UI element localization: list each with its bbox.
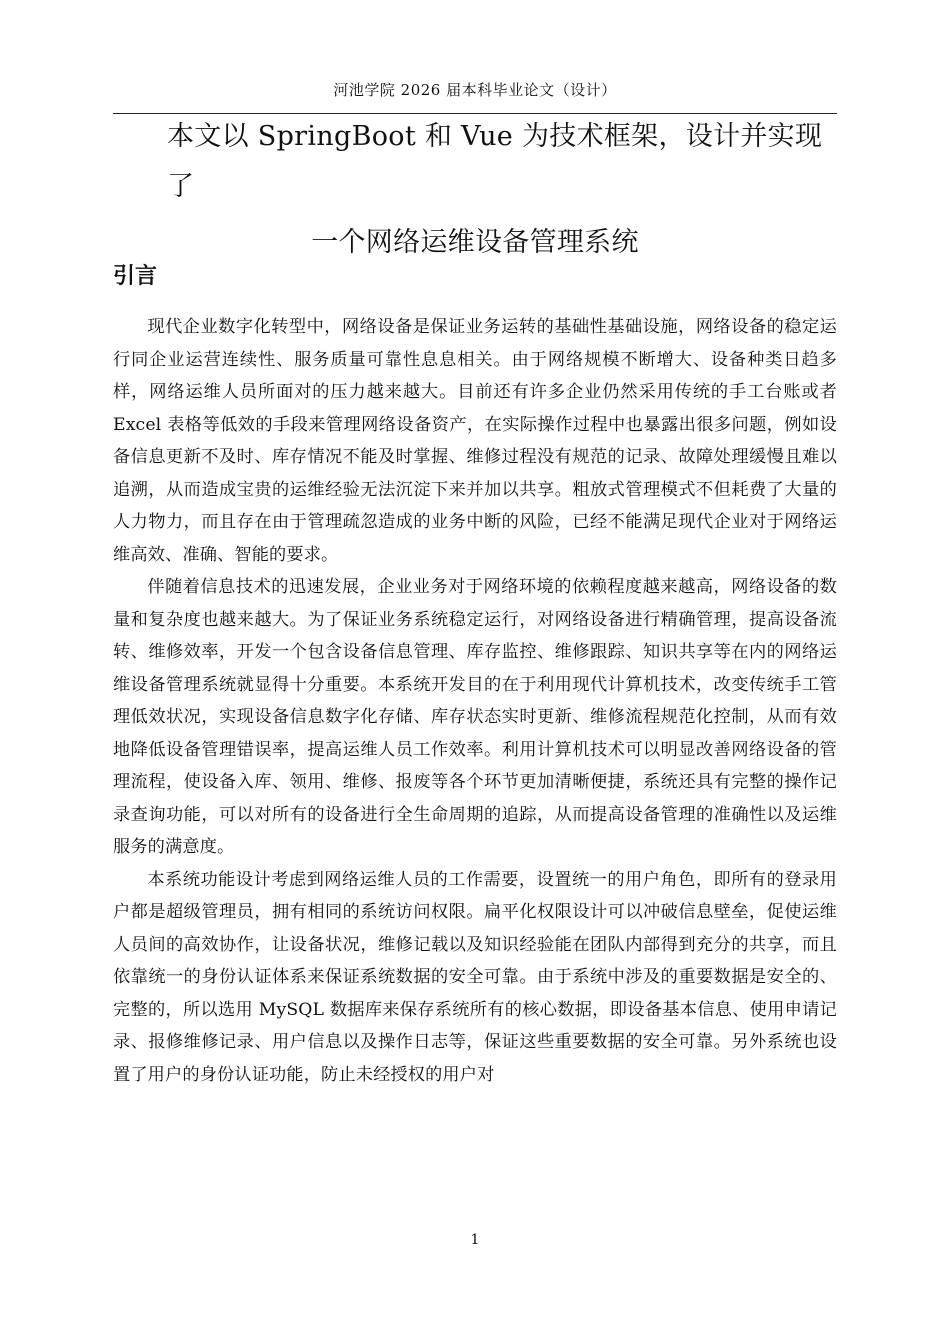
document-title-line-1: 本文以 SpringBoot 和 Vue 为技术框架，设计并实现了 xyxy=(167,121,823,202)
paragraph: 本系统功能设计考虑到网络运维人员的工作需要，设置统一的用户角色，即所有的登录用户都是超级管理员，拥有相同的系统访问权限。扁平化权限设计可以冲破信息壁垒，促使运维人员间的高效协作，让设备状况，维修记载以及知识经验能在团队内部得到充分的共享，而且依靠统一的身份认证体系来保证系统数据的安全可靠。由于系统中涉及的重要数据是安全的、完整的，所以选用 MySQL 数据库来保存系统所有的核心数据，即设备基本信息、使用申请记录、报修维修记录、用户信息以及操作日志等，保证这些重要数据的安全可靠。另外系统也设置了用户的身份认证功能，防止未经授权的用户对 xyxy=(113,869,837,1085)
paragraph: 伴随着信息技术的迅速发展，企业业务对于网络环境的依赖程度越来越高，网络设备的数量和复杂度也越来越大。为了保证业务系统稳定运行，对网络设备进行精确管理，提高设备流转、维修效率，开发一个包含设备信息管理、库存监控、维修跟踪、知识共享等在内的网络运维设备管理系统就显得十分重要。本系统开发目的在于利用现代计算机技术，改变传统手工管理低效状况，实现设备信息数字化存储、库存状态实时更新、维修流程规范化控制，从而有效地降低设备管理错误率，提高运维人员工作效率。利用计算机技术可以明显改善网络设备的管理流程，使设备入库、领用、维修、报废等各个环节更加清晰便捷，系统还具有完整的操作记录查询功能，可以对所有的设备进行全生命周期的追踪，从而提高设备管理的准确性以及运维服务的满意度。 xyxy=(113,577,837,857)
page-number: 1 xyxy=(470,1232,480,1248)
running-header: 河池学院 2026 届本科毕业论文（设计） xyxy=(333,81,617,99)
document-title-line-2: 一个网络运维设备管理系统 xyxy=(311,227,639,258)
document-title xyxy=(113,112,837,268)
paragraph: 现代企业数字化转型中，网络设备是保证业务运转的基础性基础设施，网络设备的稳定运行同企业运营连续性、服务质量可靠性息息相关。由于网络规模不断增大、设备种类日趋多样，网络运维人员所面对的压力越来越大。目前还有许多企业仍然采用传统的手工台账或者 Excel 表格等低效的手段来管理网络设备资产，在实际操作过程中也暴露出很多问题，例如设备信息更新不及时、库存情况不能及时掌握、维修过程没有规范的记录、故障处理缓慢且难以追溯，从而造成宝贵的运维经验无法沉淀下来并加以共享。粗放式管理模式不但耗费了大量的人力物力，而且存在由于管理疏忽造成的业务中断的风险，已经不能满足现代企业对于网络运维高效、准确、智能的要求。 xyxy=(113,317,837,565)
body-text xyxy=(113,311,837,1091)
section-heading: 引言 xyxy=(113,264,158,289)
